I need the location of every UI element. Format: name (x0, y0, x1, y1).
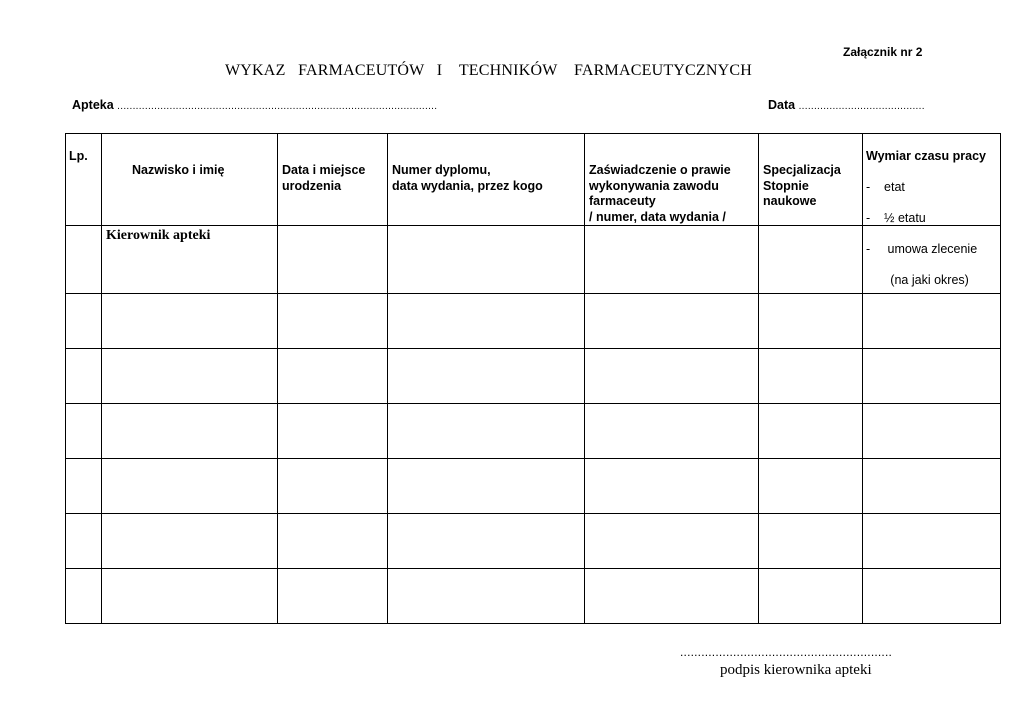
table-cell[interactable] (102, 514, 278, 569)
apteka-field (72, 98, 437, 112)
col-name (102, 134, 278, 226)
col-worktime-label (866, 133, 986, 304)
apteka-dots: ........................................................................................................ (117, 101, 438, 112)
table-cell[interactable] (759, 226, 863, 294)
table-cell[interactable] (66, 514, 102, 569)
first-row-label: Kierownik apteki (106, 228, 211, 243)
table-cell[interactable] (585, 226, 759, 294)
table-cell[interactable] (66, 404, 102, 459)
table-cell[interactable] (759, 459, 863, 514)
worktime-item: - etat (866, 179, 905, 194)
table-row (66, 514, 1001, 569)
table-row (66, 404, 1001, 459)
table-cell[interactable] (388, 459, 585, 514)
table-cell[interactable] (278, 226, 388, 294)
table-cell[interactable] (585, 459, 759, 514)
col-birth-label: Data i miejsce urodzenia (282, 163, 366, 193)
signature-label: podpis kierownika apteki (720, 662, 872, 678)
table-cell[interactable] (278, 569, 388, 624)
table-cell[interactable] (388, 569, 585, 624)
table-cell[interactable] (278, 294, 388, 349)
worktime-item: (na jaki okres) (866, 272, 969, 287)
table-cell[interactable] (102, 569, 278, 624)
table-row (66, 226, 1001, 294)
table-cell[interactable] (278, 459, 388, 514)
table-cell[interactable] (278, 404, 388, 459)
table-cell[interactable] (66, 459, 102, 514)
table-header-row (66, 134, 1001, 226)
date-label: Data (768, 98, 796, 112)
table-cell[interactable] (66, 569, 102, 624)
table-row (66, 459, 1001, 514)
col-specialization (759, 134, 863, 226)
col-certificate (585, 134, 759, 226)
table-row (66, 294, 1001, 349)
table-cell[interactable] (585, 349, 759, 404)
table-cell[interactable] (759, 294, 863, 349)
signature-line: ............................................................ (680, 645, 893, 659)
col-name-label: Nazwisko i imię (132, 163, 225, 177)
table-cell[interactable] (278, 514, 388, 569)
col-lp (66, 134, 102, 226)
staff-table (65, 133, 1001, 624)
table-cell[interactable] (585, 294, 759, 349)
table-cell[interactable] (102, 459, 278, 514)
date-field (768, 98, 925, 112)
table-cell[interactable] (863, 349, 1001, 404)
worktime-item: - ½ etatu (866, 210, 926, 225)
table-cell[interactable] (863, 404, 1001, 459)
table-cell[interactable] (102, 226, 278, 294)
table-cell[interactable] (388, 294, 585, 349)
table-cell[interactable] (102, 294, 278, 349)
table-cell[interactable] (388, 349, 585, 404)
col-specialization-label: Specjalizacja Stopnie naukowe (763, 163, 841, 208)
col-worktime (863, 134, 1001, 287)
table-row (66, 569, 1001, 624)
col-certificate-label: Zaświadczenie o prawie wykonywania zawodu farmaceuty / numer, data wydania / (589, 163, 731, 224)
table-cell[interactable] (863, 514, 1001, 569)
table-cell[interactable] (278, 349, 388, 404)
worktime-item: - umowa zlecenie (866, 241, 978, 256)
table-cell[interactable] (66, 294, 102, 349)
table-cell[interactable] (759, 569, 863, 624)
table-cell[interactable] (66, 349, 102, 404)
col-lp-label: Lp. (69, 149, 88, 163)
table-cell[interactable] (388, 404, 585, 459)
table-cell[interactable] (388, 514, 585, 569)
table-cell[interactable] (102, 404, 278, 459)
table-row (66, 349, 1001, 404)
col-diploma-label: Numer dyplomu, data wydania, przez kogo (392, 163, 543, 193)
col-birth (278, 134, 388, 226)
table-cell[interactable] (585, 514, 759, 569)
table-cell[interactable] (863, 569, 1001, 624)
table-cell[interactable] (102, 349, 278, 404)
table-cell[interactable] (388, 226, 585, 294)
table-cell[interactable] (66, 226, 102, 294)
date-dots: ......................................... (798, 101, 925, 112)
table-cell[interactable] (863, 459, 1001, 514)
table-cell[interactable] (585, 569, 759, 624)
annex-label: Załącznik nr 2 (843, 45, 923, 59)
table-cell[interactable] (759, 404, 863, 459)
table-cell[interactable] (759, 349, 863, 404)
col-diploma (388, 134, 585, 226)
table-cell[interactable] (585, 404, 759, 459)
page-title: WYKAZ FARMACEUTÓW I TECHNIKÓW FARMACEUTYCZNYCH (225, 62, 753, 79)
apteka-label: Apteka (72, 98, 114, 112)
table-cell[interactable] (759, 514, 863, 569)
worktime-title: Wymiar czasu pracy (866, 148, 986, 163)
